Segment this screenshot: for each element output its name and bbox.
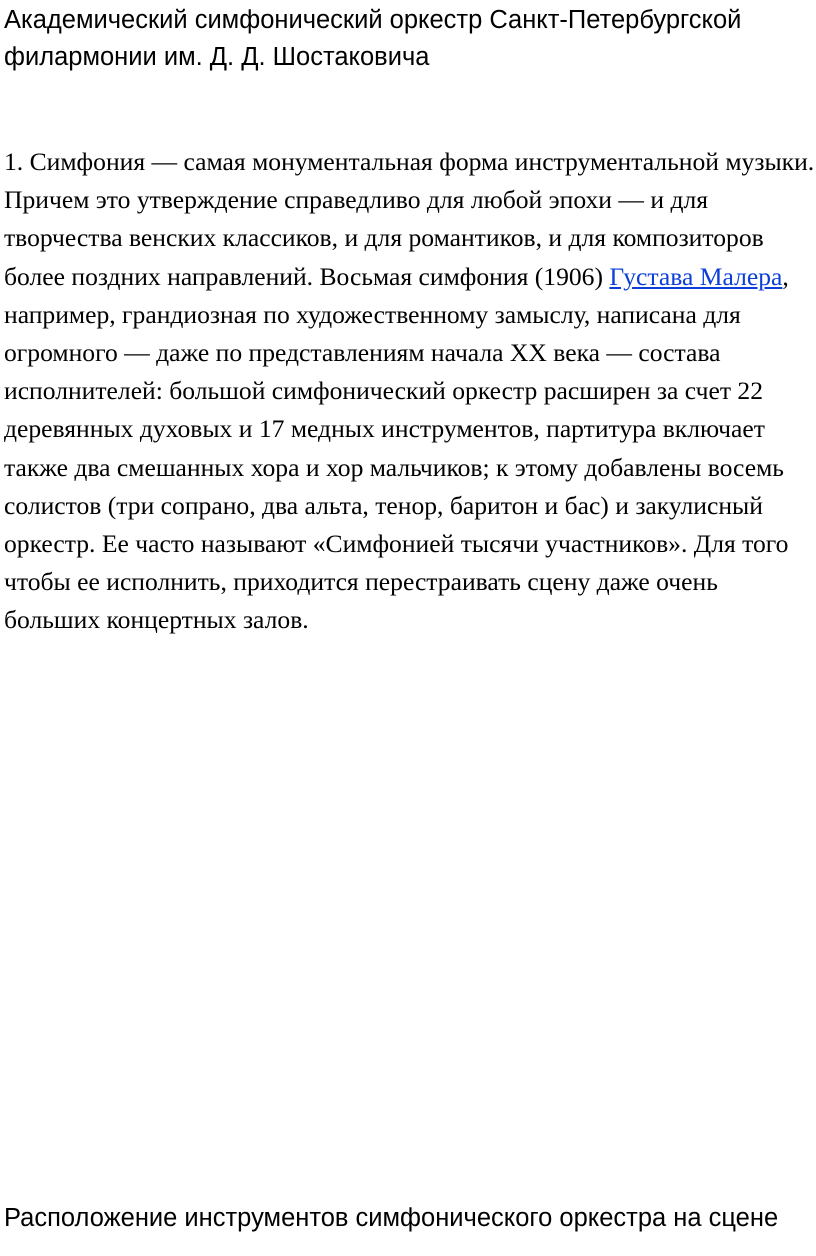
section-heading: Расположение инструментов симфонического оркестра на сцене [4,1204,779,1232]
paragraph-text-start: 1. Симфония — самая монументальная форма инструментальной музыки. Причем это утверждение справедливо для любой эпохи — и для творчества венских классиков, и для романтиков, и для композиторов более поздних направлений. Восьмая симфония (1906) [4,147,815,291]
paragraph-text-end: , например, грандиозная по художественному замыслу, написана для огромного — даже по представлениям начала XX века — состава исполнителей: большой симфонический оркестр расширен за счет 22 деревянных духовых и 17 медных инструментов, партитура включает также два смешанных хора и хор мальчиков; к этому добавлены восемь солистов (три сопрано, два альта, тенор, баритон и бас) и закулисный оркестр. Ее часто называют «Симфонией тысячи участников». Для того чтобы ее исполнить, приходится перестраивать сцену даже очень больших концертных залов. [4,261,789,635]
mahler-link[interactable]: Густава Малера [609,261,783,291]
body-paragraph [4,143,816,640]
page-title: Академический симфонический оркестр Санкт-Петербургской филармонии им. Д. Д. Шостаковича [4,6,742,71]
